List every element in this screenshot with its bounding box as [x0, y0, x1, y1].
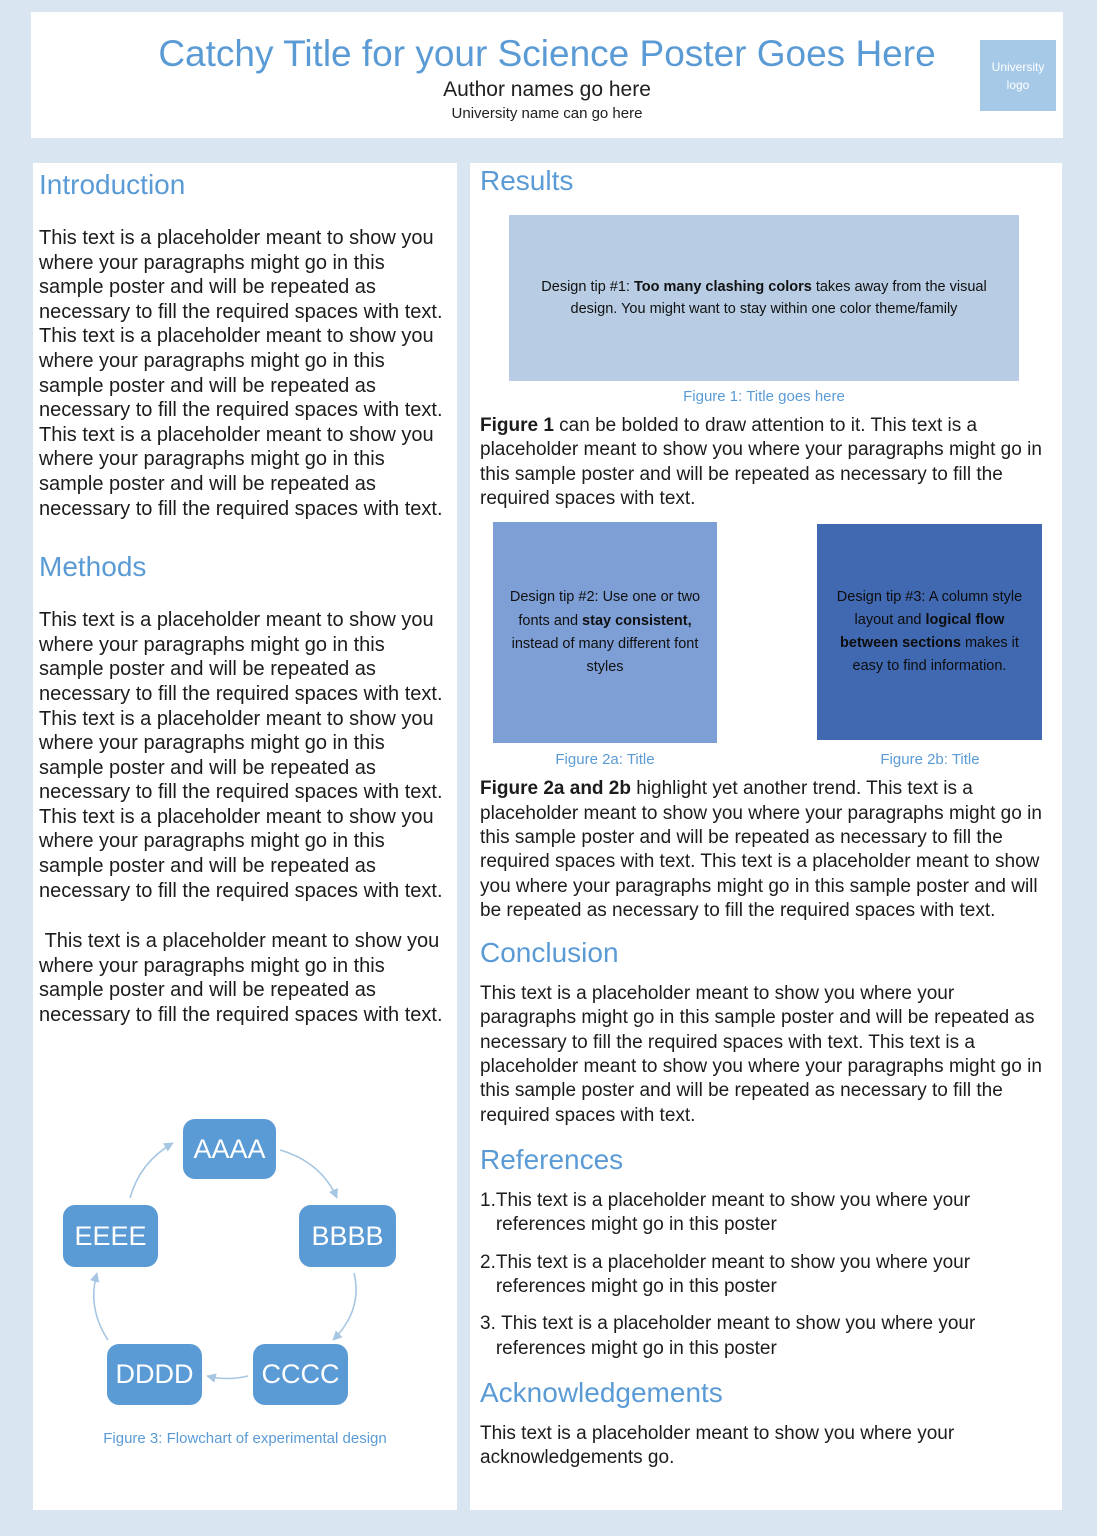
figure1-text [523, 276, 1005, 321]
author-names: Author names go here [443, 78, 651, 101]
conclusion-heading: Conclusion [480, 937, 619, 969]
figure2-row [480, 522, 1048, 743]
poster-title: Catchy Title for your Science Poster Goes Here [158, 33, 936, 74]
university-name: University name can go here [451, 105, 643, 122]
reference-text: This text is a placeholder meant to show you where your references might go in this poster [495, 1190, 976, 1236]
results-paragraph-1-bold: Figure 1 [480, 415, 554, 436]
reference-number: 3. [480, 1313, 496, 1335]
figure2b-text [834, 586, 1031, 679]
figure1-caption: Figure 1: Title goes here [683, 388, 845, 405]
acknowledgements-heading: Acknowledgements [480, 1376, 723, 1408]
figure2a-text [502, 586, 708, 679]
results-paragraph-1 [480, 414, 1048, 511]
introduction-heading: Introduction [39, 169, 186, 200]
results-paragraph-2-bold: Figure 2a and 2b [480, 778, 631, 800]
reference-text: This text is a placeholder meant to show you where your references might go in this poster [495, 1313, 981, 1359]
arrow-a-to-b [280, 1150, 337, 1198]
flowchart-figure [33, 1110, 457, 1458]
introduction-paragraph: This text is a placeholder meant to show you where your paragraphs might go in this sample poster and will be repeated as necessary to fill the required spaces with text. This text is a placeholder meant to show you where your paragraphs might go in this sample poster and will be repeated as necessary to fill the required spaces with text. This text is a placeholder meant to show you where your paragraphs might go in this sample poster and will be repeated as necessary to fill the required spaces with text. [39, 227, 443, 520]
figure1-text-prefix: Design tip #1: [541, 278, 634, 295]
methods-paragraph-1: This text is a placeholder meant to show you where your paragraphs might go in this sample poster and will be repeated as necessary to fill the required spaces with text. This text is a placeholder meant to show you where your paragraphs might go in this sample poster and will be repeated as necessary to fill the required spaces with text. This text is a placeholder meant to show you where your paragraphs might go in this sample poster and will be repeated as necessary to fill the required spaces with text. [39, 609, 443, 902]
results-paragraph-2 [480, 777, 1048, 923]
figure2a-caption: Figure 2a: Title [555, 751, 655, 769]
figure2-captions-row [480, 743, 1048, 768]
reference-item [480, 1251, 1048, 1300]
poster-header [31, 12, 1063, 138]
flow-node-cccc: CCCC [253, 1344, 348, 1405]
arrow-e-to-a [130, 1143, 173, 1198]
reference-number: 1. [480, 1190, 496, 1211]
arrow-c-to-d [207, 1376, 248, 1379]
figure2b-text-prefix: Design tip #3: A column style layout and [836, 588, 1031, 629]
methods-paragraph-2: This text is a placeholder meant to show you where your paragraphs might go in this sample poster and will be repeated as necessary to fill the required spaces with text. [39, 930, 445, 1027]
figure2b-caption: Figure 2b: Title [880, 751, 980, 769]
reference-item [480, 1189, 1048, 1238]
figure2a-text-bold: stay consistent, [582, 612, 692, 629]
arrow-b-to-c [333, 1273, 356, 1340]
arrow-d-to-e [94, 1273, 108, 1340]
figure2a-text-suffix: instead of many different font styles [511, 635, 699, 675]
figure1-text-suffix: takes away from the visual design. You might want to stay within one color theme/family [570, 278, 987, 317]
figure2a-text-prefix: Design tip #2: Use one or two fonts and [509, 589, 701, 629]
flow-node-dddd: DDDD [107, 1344, 202, 1405]
right-column-panel [470, 163, 1062, 1510]
references-heading: References [480, 1144, 624, 1175]
figure2a-box [493, 522, 717, 743]
reference-number: 2. [480, 1251, 496, 1273]
university-logo: University logo [980, 40, 1056, 111]
figure2b-text-bold: logical flow between sections [840, 612, 1009, 652]
acknowledgements-paragraph: This text is a placeholder meant to show you where your acknowledgements go. [480, 1422, 955, 1469]
results-heading: Results [480, 165, 574, 196]
left-column-panel [33, 163, 457, 1510]
figure1-box [509, 215, 1019, 381]
results-paragraph-1-rest: can be bolded to draw attention to it. This text is a placeholder meant to show you where your paragraphs might go in this sample poster and will be repeated as necessary to fill the required spaces with text. [480, 415, 1042, 509]
flow-node-bbbb: BBBB [299, 1205, 396, 1267]
results-paragraph-2-rest: highlight yet another trend. This text is a placeholder meant to show you where your paragraphs might go in this sample poster and will be repeated as necessary to fill the required spaces with text. This text is a placeholder meant to show you where your paragraphs might go in this sample poster and will be repeated as necessary to fill the required spaces with text. [480, 778, 1042, 921]
figure1-text-bold: Too many clashing colors [634, 278, 812, 295]
conclusion-paragraph: This text is a placeholder meant to show you where your paragraphs might go in this sample poster and will be repeated as necessary to fill the required spaces with text. This text is a placeholder meant to show you where your paragraphs might go in this sample poster and will be repeated as necessary to fill the required spaces with text. [480, 983, 1042, 1126]
methods-heading: Methods [39, 551, 147, 583]
reference-item [480, 1312, 1048, 1361]
figure2b-text-suffix: makes it easy to find information. [852, 635, 1023, 675]
flow-node-aaaa: AAAA [183, 1119, 276, 1179]
flow-node-eeee: EEEE [63, 1205, 158, 1267]
figure3-caption: Figure 3: Flowchart of experimental design [103, 1430, 387, 1447]
figure2b-box [817, 524, 1042, 740]
reference-text: This text is a placeholder meant to show you where your references might go in this poster [495, 1251, 976, 1297]
